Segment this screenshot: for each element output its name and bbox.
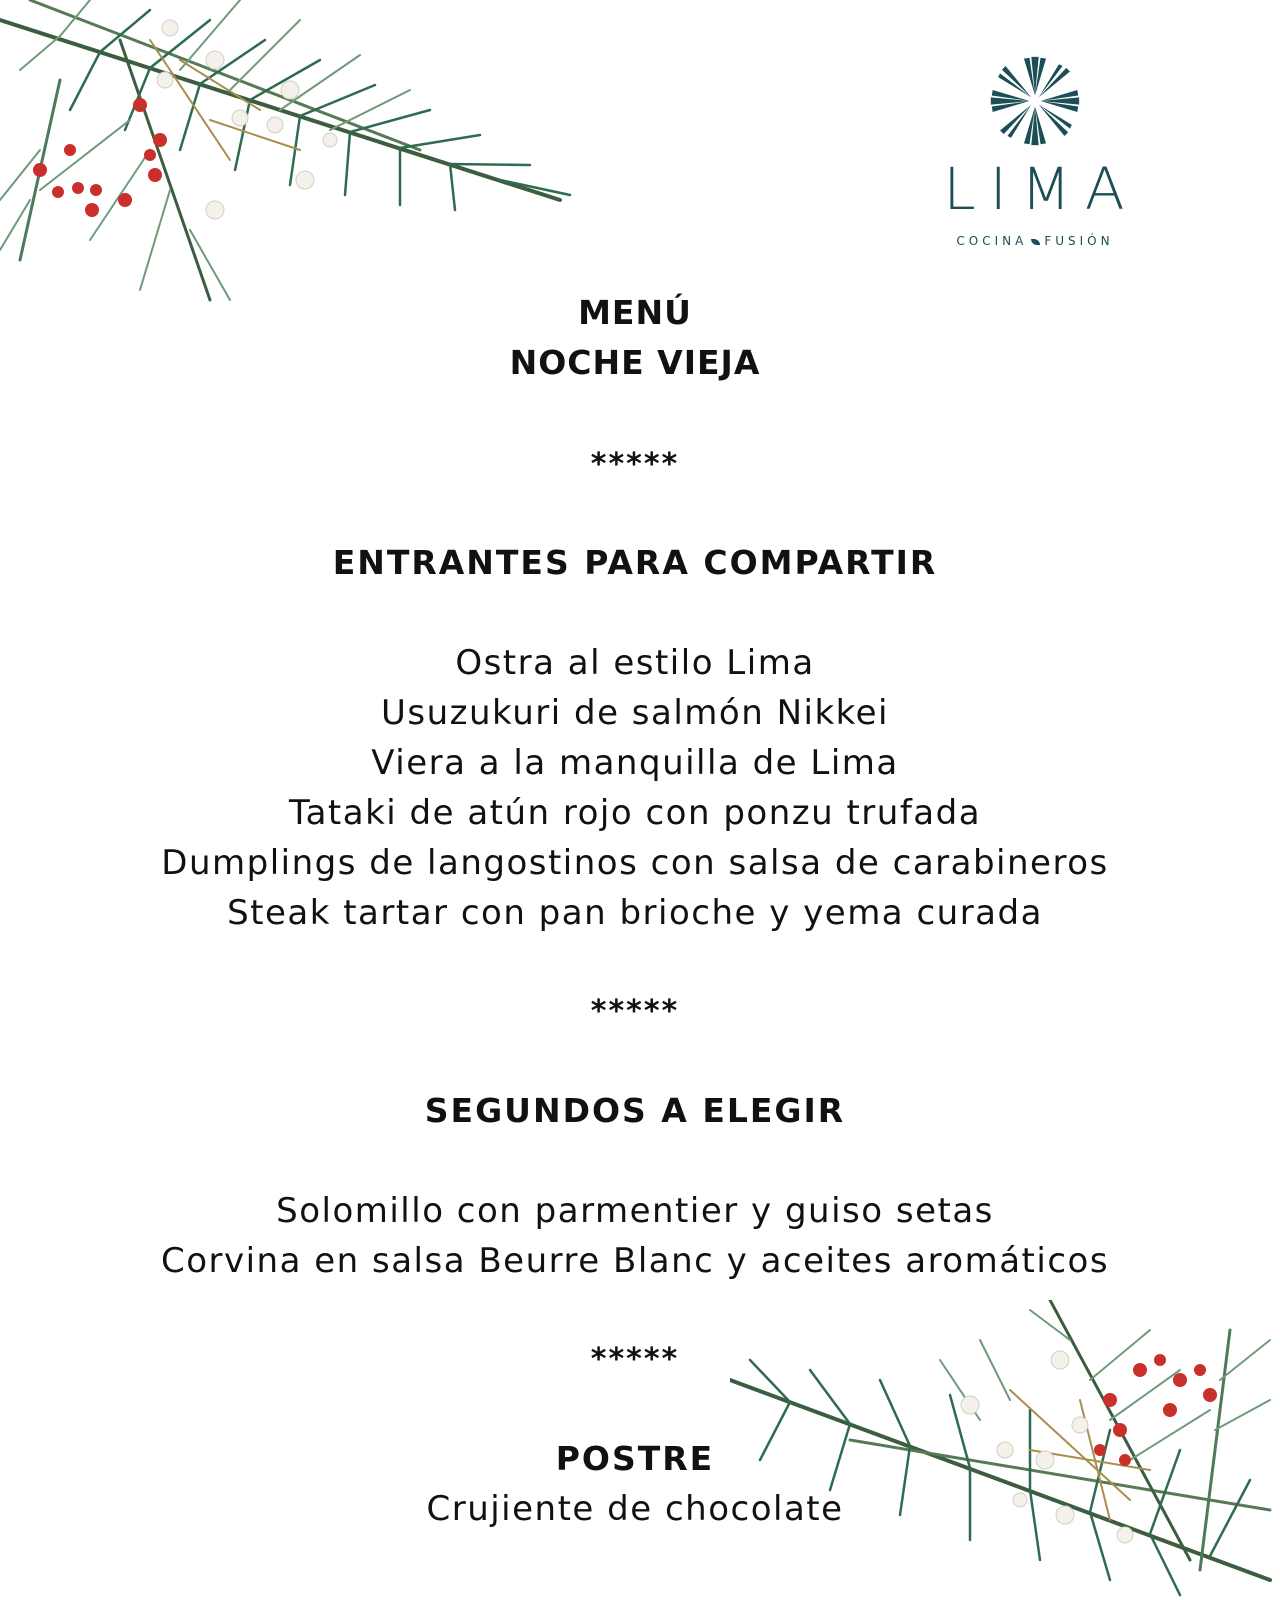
brand-name: LIMA: [943, 155, 1139, 223]
dish-item: Viera a la manquilla de Lima: [371, 743, 899, 783]
dish-item: Steak tartar con pan brioche y yema curada: [227, 893, 1043, 933]
dish-item: Crujiente de chocolate: [426, 1489, 844, 1529]
dish-item: Solomillo con parmentier y guiso setas: [276, 1191, 994, 1231]
dish-list-entrantes: [0, 638, 1270, 938]
menu-subtitle: NOCHE VIEJA: [509, 343, 761, 382]
tagline-right: FUSIÓN: [1044, 234, 1114, 248]
section-heading-postre: POSTRE: [555, 1439, 715, 1478]
tagline-left: COCINA: [956, 234, 1028, 248]
separator: *****: [590, 994, 680, 1029]
brand-tagline: [915, 233, 1155, 249]
separator: *****: [590, 447, 680, 482]
section-heading-entrantes: ENTRANTES PARA COMPARTIR: [332, 543, 938, 582]
menu-title: MENÚ: [578, 293, 692, 332]
separator: *****: [590, 1342, 680, 1377]
dish-item: Corvina en salsa Beurre Blanc y aceites aromáticos: [160, 1241, 1110, 1281]
section-heading-segundos: SEGUNDOS A ELEGIR: [424, 1091, 846, 1130]
sunburst-logo-icon: [989, 55, 1081, 147]
dish-item: Usuzukuri de salmón Nikkei: [381, 693, 889, 733]
leaf-icon: [1031, 239, 1040, 245]
restaurant-logo: [915, 55, 1155, 265]
dish-item: Tataki de atún rojo con ponzu trufada: [288, 793, 982, 833]
pine-branch-decoration-top-left: [0, 0, 600, 310]
dish-item: Dumplings de langostinos con salsa de carabineros: [161, 843, 1109, 883]
dish-item: Ostra al estilo Lima: [455, 643, 815, 683]
dish-list-segundos: [0, 1186, 1270, 1286]
